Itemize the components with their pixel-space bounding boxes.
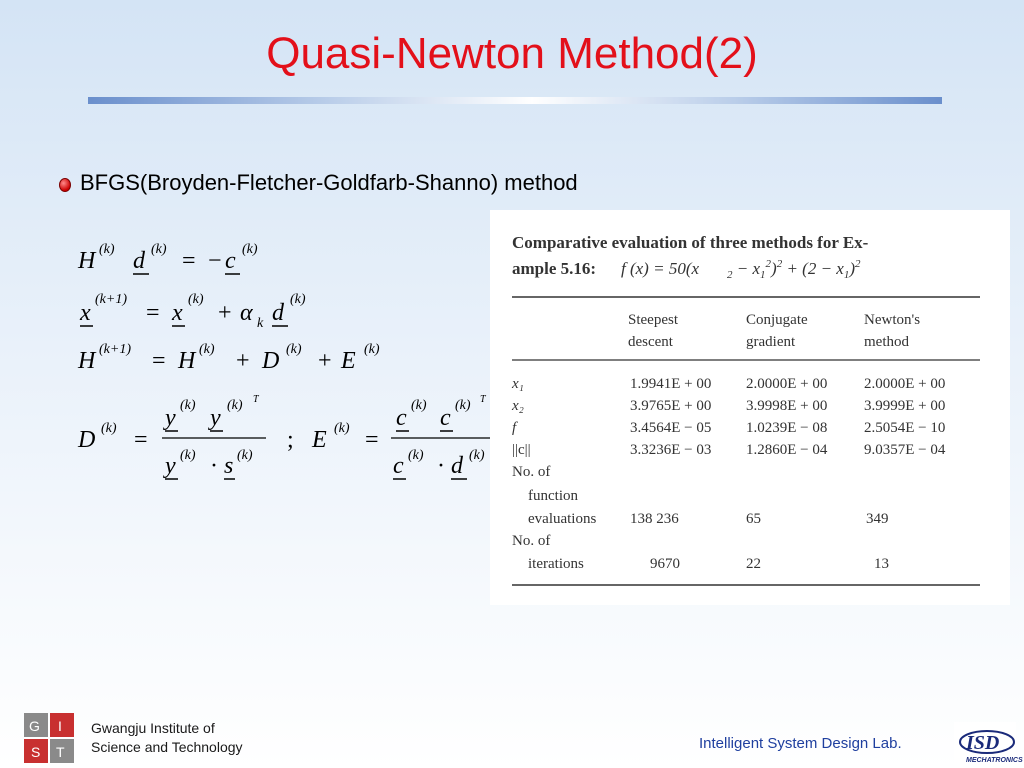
eq3-E-sup: (k) [364, 342, 380, 357]
table-header-2-line1: Conjugate [746, 312, 808, 328]
eq4-E-sup: (k) [334, 421, 350, 436]
eq4-num-y2: y [210, 405, 221, 431]
table-cell: 1.0239E − 08 [746, 420, 828, 436]
eq2-x-sup: (k+1) [95, 292, 127, 307]
footer-org-line2: Science and Technology [91, 739, 243, 755]
table-cell: 349 [866, 511, 889, 527]
eq1-c-sup: (k) [242, 242, 258, 257]
eq3-D-sup: (k) [286, 342, 302, 357]
table-row-label-iters-2: iterations [528, 556, 584, 572]
table-cell: 2.5054E − 10 [864, 420, 946, 436]
table-caption-formula: f (x) = 50(x [621, 259, 700, 278]
table-caption-line1: Comparative evaluation of three methods for Ex- [512, 233, 869, 252]
eq3-D: D [262, 348, 280, 374]
eq2-d: d [272, 300, 284, 326]
eq3-H-sup: (k+1) [99, 342, 131, 357]
table-caption-line2-label: ample 5.16: [512, 259, 597, 278]
isd-logo-text: ISD [966, 732, 1000, 754]
eq4-den-d-sup: (k) [469, 448, 485, 463]
table-cell: 9670 [650, 556, 680, 572]
eq4-den-d: d [451, 453, 463, 479]
table-header-3-line1: Newton's [864, 312, 921, 328]
eq1-eq: = [182, 248, 196, 274]
equation-2 [79, 292, 306, 331]
eq2-alpha: α [240, 300, 253, 326]
svg-text:T: T [56, 744, 65, 760]
table-cell: 3.9765E + 00 [630, 398, 712, 414]
comparison-table-image [490, 210, 1010, 605]
table-cell: 13 [874, 556, 889, 572]
eq4-D-sup: (k) [101, 421, 117, 436]
table-cell: 3.9999E + 00 [864, 398, 946, 414]
eq4-num-c1: c [396, 405, 407, 431]
equation-1 [77, 242, 258, 274]
eq4-den-c: c [393, 453, 404, 479]
table-row-label-evals-1: No. of [512, 464, 551, 480]
eq3-H: H [78, 348, 96, 374]
eq4-num-c1-sup: (k) [411, 398, 427, 413]
eq1-c: c [225, 248, 236, 274]
gist-logo-icon [24, 713, 76, 765]
table-header-3-line2: method [864, 334, 909, 350]
slide-title: Quasi-Newton Method(2) [266, 29, 758, 78]
eq4-num-y1-sup: (k) [180, 398, 196, 413]
table-header-1-line1: Steepest [628, 312, 678, 328]
eq2-plus: + [218, 300, 232, 326]
table-cell: 1.2860E − 04 [746, 442, 828, 458]
table-row-label-evals-3: evaluations [528, 511, 597, 527]
eq4-den-y: y [165, 453, 176, 479]
eq4-den-y-sup: (k) [180, 448, 196, 463]
eq3-eq: = [152, 348, 166, 374]
eq1-d-sup: (k) [151, 242, 167, 257]
table-cell: 138 236 [630, 511, 679, 527]
eq3-E: E [341, 348, 356, 374]
table-cell: 1.9941E + 00 [630, 376, 712, 392]
footer-org-line1: Gwangju Institute of [91, 720, 215, 736]
eq4-den-s-sup: (k) [237, 448, 253, 463]
table-cell: 22 [746, 556, 761, 572]
eq3-plus1: + [236, 348, 250, 374]
eq4-num-y1: y [165, 405, 176, 431]
table-row-label-x1: x₁ [512, 376, 524, 392]
eq1-minus: − [208, 248, 222, 274]
eq4-semicolon: ; [287, 427, 294, 453]
eq4-den-dot: · [210, 453, 218, 479]
eq4-den-c-sup: (k) [408, 448, 424, 463]
table-cell: 3.3236E − 03 [630, 442, 712, 458]
footer-organization [91, 719, 243, 757]
table-cell: 2.0000E + 00 [746, 376, 828, 392]
eq3-plus2: + [318, 348, 332, 374]
eq4-num-c2: c [440, 405, 451, 431]
eq1-H: H [78, 248, 96, 274]
table-header-1-line2: descent [628, 334, 673, 350]
svg-text:2 − x12)2 + (2 − x1)2: $_2 - x_1^2)^2 + (2 - x_1)^2$ [727, 258, 861, 281]
eq2-d-sup: (k) [290, 292, 306, 307]
equation-4 [77, 394, 490, 479]
table-cell: 9.0357E − 04 [864, 442, 946, 458]
isd-logo-subtext: MECHATRONICS [966, 757, 1023, 764]
equation-3 [77, 342, 380, 374]
eq2-eq: = [146, 300, 160, 326]
svg-text:G: G [29, 718, 40, 734]
bfgs-equations [0, 0, 500, 520]
eq2-alpha-sub: k [257, 316, 264, 331]
eq3-H2-sup: (k) [199, 342, 215, 357]
eq2-x2-sup: (k) [188, 292, 204, 307]
table-row-label-f: f [512, 420, 517, 436]
svg-text:I: I [58, 718, 62, 734]
eq3-H2: H [178, 348, 196, 374]
comparison-table [490, 210, 1010, 605]
table-cell: 65 [746, 511, 761, 527]
eq1-H-sup: (k) [99, 242, 115, 257]
eq4-num-c2-sup: (k) [455, 398, 471, 413]
eq4-eq2: = [365, 427, 379, 453]
eq4-eq1: = [134, 427, 148, 453]
table-cell: 3.4564E − 05 [630, 420, 712, 436]
table-row-label-norm-c: ||c|| [512, 442, 531, 458]
eq4-num-T: T [253, 394, 259, 405]
bullet-text: BFGS(Broyden-Fletcher-Goldfarb-Shanno) method [80, 170, 578, 195]
eq4-num-y2-sup: (k) [227, 398, 243, 413]
table-row-label-evals-2: function [528, 488, 578, 504]
eq2-x: x [80, 300, 91, 326]
eq4-num-c-T: T [480, 394, 486, 405]
table-cell: 3.9998E + 00 [746, 398, 828, 414]
eq2-x2: x [172, 300, 183, 326]
eq1-d: d [133, 248, 145, 274]
eq4-D: D [78, 427, 96, 453]
table-cell: 2.0000E + 00 [864, 376, 946, 392]
eq4-den-s: s [224, 453, 234, 479]
table-row-label-iters-1: No. of [512, 533, 551, 549]
table-header-2-line2: gradient [746, 334, 796, 350]
isd-logo-icon [954, 722, 1023, 766]
eq4-E: E [312, 427, 327, 453]
table-row-label-x2: x₂ [512, 398, 524, 414]
footer-lab-name: Intelligent System Design Lab. [699, 735, 902, 752]
svg-text:S: S [31, 744, 41, 760]
eq4-den-dot2: · [437, 453, 445, 479]
